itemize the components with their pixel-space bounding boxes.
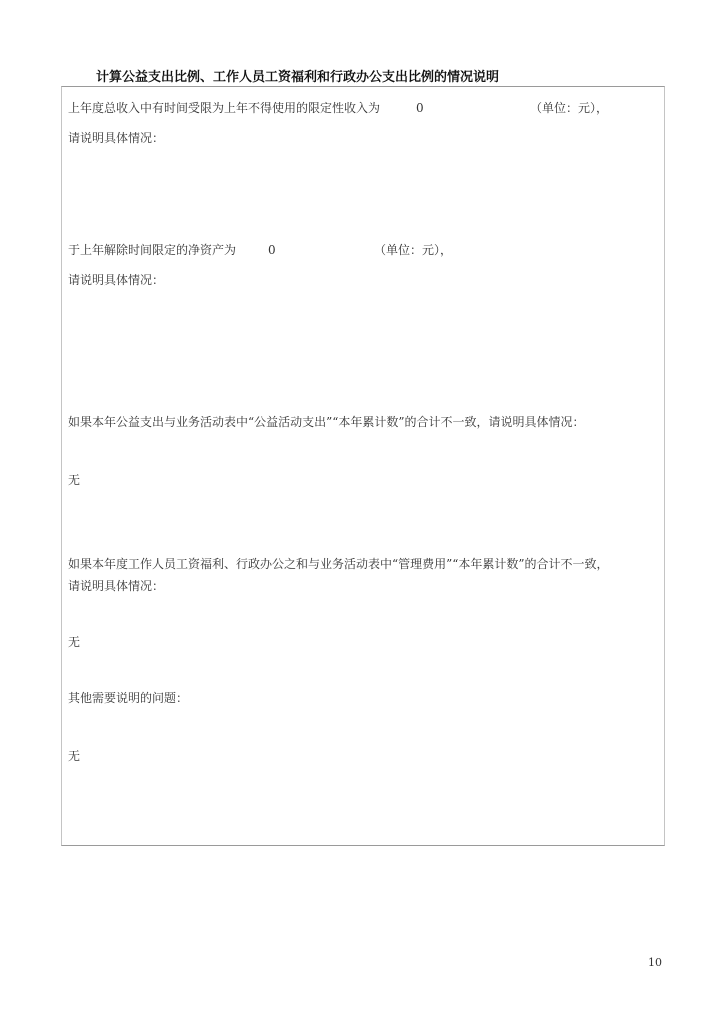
public-welfare-discrepancy-question: 如果本年公益支出与业务活动表中“公益活动支出”“本年累计数”的合计不一致，请说明具体情况： (68, 415, 585, 429)
restricted-income-unit: （单位：元）， (530, 101, 609, 115)
page-number: 10 (648, 956, 662, 969)
released-net-assets-value: 0 (268, 243, 276, 257)
released-net-assets-label: 于上年解除时间限定的净资产为 (68, 243, 237, 257)
released-net-assets-detail-prompt: 请说明具体情况： (68, 273, 165, 287)
public-welfare-discrepancy-answer: 无 (68, 473, 81, 487)
restricted-income-value: 0 (416, 101, 424, 115)
other-issues-question: 其他需要说明的问题： (68, 691, 189, 705)
admin-expense-discrepancy-question-line1: 如果本年度工作人员工资福利、行政办公之和与业务活动表中“管理费用”“本年累计数”的合计不一致， (68, 557, 609, 571)
admin-expense-discrepancy-answer: 无 (68, 635, 81, 649)
released-net-assets-unit: （单位：元）， (374, 243, 453, 257)
document-title: 计算公益支出比例、工作人员工资福利和行政办公支出比例的情况说明 (96, 70, 500, 85)
other-issues-answer: 无 (68, 749, 81, 763)
restricted-income-label: 上年度总收入中有时间受限为上年不得使用的限定性收入为 (68, 101, 381, 115)
explanation-form-box (61, 86, 665, 846)
admin-expense-discrepancy-question-line2: 请说明具体情况： (68, 579, 165, 593)
restricted-income-detail-prompt: 请说明具体情况： (68, 131, 165, 145)
